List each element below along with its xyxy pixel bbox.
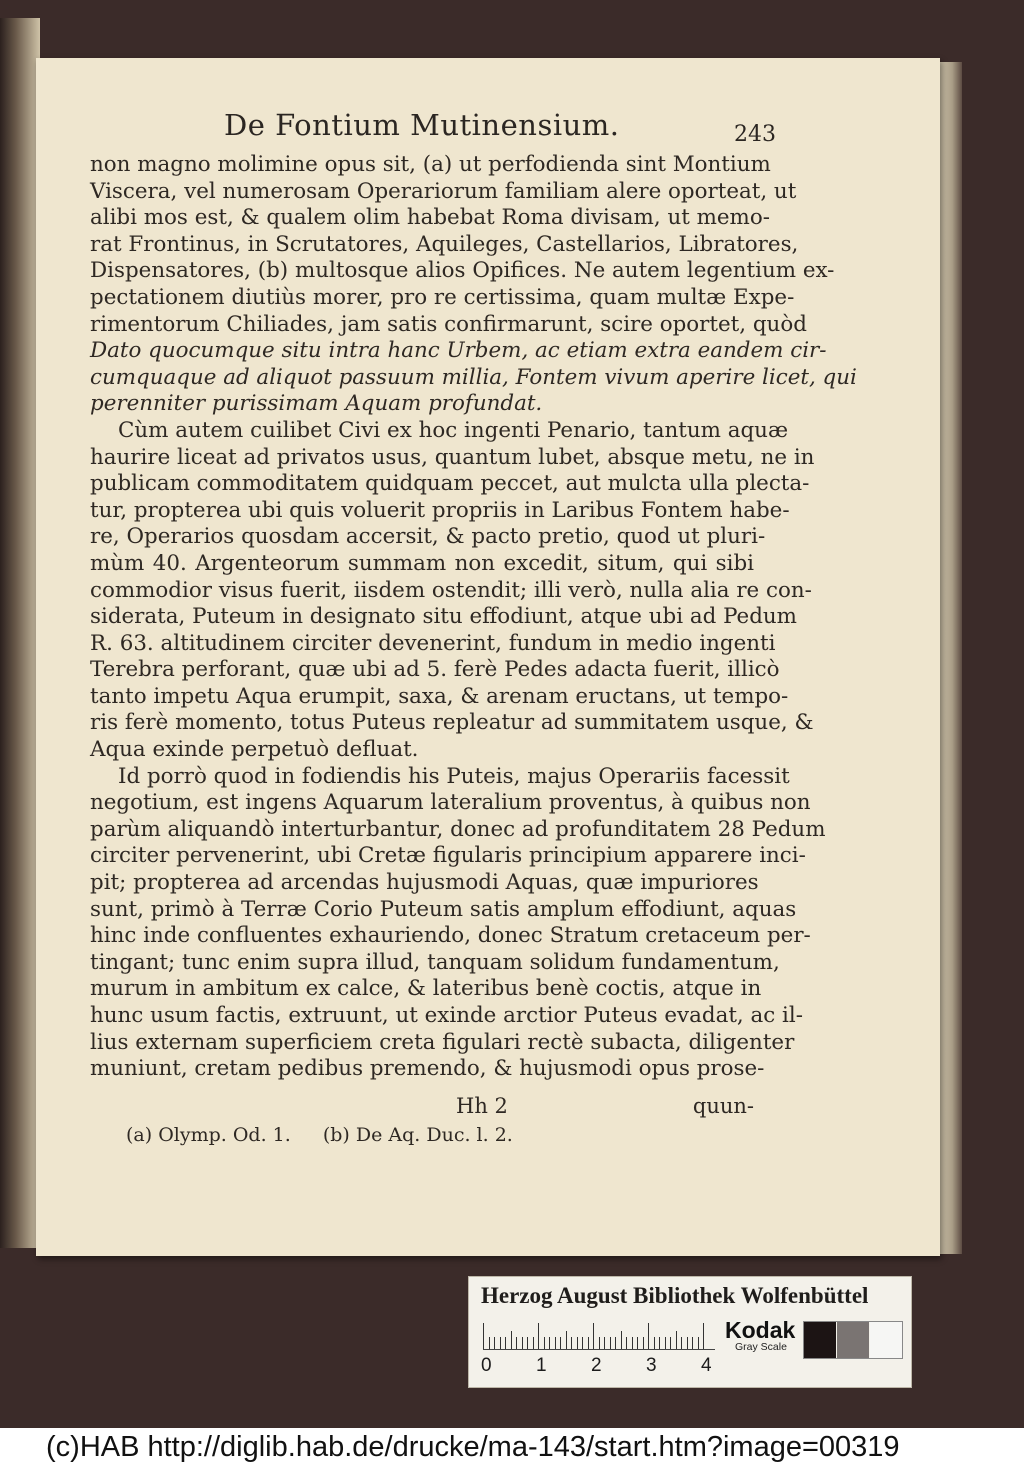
page-number: 243 — [734, 122, 776, 147]
ruler-tick — [527, 1337, 528, 1349]
ruler-tick — [692, 1337, 693, 1349]
text-line: tur, propterea ubi quis voluerit propriis in Laribus Fontem habe- — [90, 497, 790, 523]
ruler-tick — [571, 1337, 572, 1349]
text-line: Cùm autem cuilibet Civi ex hoc ingenti Penario, tantum aquæ — [118, 417, 789, 443]
text-line: lius externam superficiem creta figulari rectè subacta, diligenter — [90, 1029, 795, 1055]
text-line: pit; propterea ad arcendas hujusmodi Aquas, quæ impuriores — [90, 870, 759, 896]
text-line: tingant; tunc enim supra illud, tanquam solidum fundamentum, — [90, 949, 780, 975]
ruler-tick — [632, 1337, 633, 1349]
text-line: rimentorum Chiliades, jam satis confirmarunt, scire oportet, quòd — [90, 311, 807, 337]
body-text — [90, 152, 857, 1083]
text-line: pectationem diutiùs morer, pro re certissima, quam multæ Expe- — [90, 284, 795, 310]
ruler-tick — [489, 1337, 490, 1349]
text-line: Dato quocumque situ intra hanc Urbem, ac etiam extra eandem cir- — [90, 338, 827, 364]
ruler-tick — [538, 1323, 539, 1349]
ruler-numbers — [479, 1355, 719, 1379]
signature-mark: Hh 2 — [456, 1094, 508, 1118]
footnotes — [126, 1124, 626, 1152]
text-line: Aqua exinde perpetuò defluat. — [90, 737, 419, 763]
color-target-card — [468, 1276, 912, 1388]
ruler-tick — [549, 1337, 550, 1349]
ruler-tick — [610, 1337, 611, 1349]
text-line: tanto impetu Aqua erumpit, saxa, & arenam eructans, ut tempo- — [90, 683, 789, 709]
library-name: Herzog August Bibliothek Wolfenbüttel — [481, 1283, 869, 1308]
ruler-tick — [659, 1337, 660, 1349]
ruler-tick — [670, 1337, 671, 1349]
ruler-tick — [582, 1337, 583, 1349]
ruler-number: 3 — [646, 1355, 657, 1376]
text-line: Terebra perforant, quæ ubi ad 5. ferè Pedes adacta fuerit, illicò — [90, 657, 780, 683]
ruler-tick — [648, 1323, 649, 1349]
swatch-light — [870, 1322, 902, 1358]
ruler-tick — [494, 1337, 495, 1349]
text-line: cumquaque ad aliquot passuum millia, Fontem vivum aperire licet, qui — [90, 364, 857, 390]
swatch-dark — [804, 1322, 836, 1358]
text-line: ris ferè momento, totus Puteus repleatur ad summitatem usque, & — [90, 710, 814, 736]
ruler-tick — [533, 1337, 534, 1349]
text-line: publicam commoditatem quidquam peccet, aut mulcta ulla plecta- — [90, 471, 810, 497]
text-line: hunc usum factis, extruunt, ut exinde arctior Puteus evadat, ac il- — [90, 1003, 803, 1028]
gray-swatches — [803, 1321, 903, 1359]
ruler-tick — [676, 1331, 677, 1349]
running-title: De Fontium Mutinensium. — [224, 108, 620, 142]
ruler-tick — [626, 1337, 627, 1349]
ruler-tick — [505, 1337, 506, 1349]
ruler-tick — [698, 1337, 699, 1349]
ruler-tick — [516, 1337, 517, 1349]
footnote-b: (b) De Aq. Duc. l. 2. — [322, 1124, 513, 1146]
page-edge — [938, 62, 962, 1254]
ruler-tick — [544, 1337, 545, 1349]
binding-edge — [0, 18, 40, 1248]
ruler-tick — [654, 1337, 655, 1349]
ruler-number: 4 — [701, 1355, 712, 1376]
ruler-number: 0 — [481, 1355, 492, 1376]
text-line: non magno molimine opus sit, (a) ut perfodienda sint Montium — [90, 152, 771, 177]
gray-scale-label: Gray Scale — [735, 1341, 787, 1353]
ruler-tick — [483, 1323, 484, 1349]
text-line: perenniter purissimam Aquam profundat. — [90, 391, 543, 417]
catchword: quun- — [692, 1094, 754, 1118]
credit-link[interactable]: (c)HAB http://diglib.hab.de/drucke/ma-143/start.htm?image=00319 — [46, 1431, 900, 1463]
text-line: mùm 40. Argenteorum summam non excedit, situm, qui sibi — [90, 550, 754, 576]
text-line: circiter pervenerint, ubi Cretæ figularis principium apparere inci- — [90, 843, 806, 869]
ruler-tick — [593, 1323, 594, 1349]
text-line: Dispensatores, (b) multosque alios Opifices. Ne autem legentium ex- — [90, 258, 835, 284]
ruler-tick — [577, 1337, 578, 1349]
signature-line — [90, 1094, 754, 1122]
swatch-mid — [837, 1322, 869, 1358]
ruler-tick — [599, 1337, 600, 1349]
text-line: Viscera, vel numerosam Operariorum familiam alere oporteat, ut — [90, 178, 797, 204]
text-line: R. 63. altitudinem circiter devenerint, fundum in medio ingenti — [90, 630, 776, 656]
text-line: re, Operarios quosdam accersit, & pacto pretio, quod ut pluri- — [90, 524, 766, 550]
text-line: murum in ambitum ex calce, & lateribus benè coctis, atque in — [90, 976, 762, 1002]
ruler-tick — [604, 1337, 605, 1349]
scale-ruler — [483, 1321, 715, 1350]
text-line: Id porrò quod in fodiendis his Puteis, majus Operariis facessit — [118, 763, 790, 789]
ruler-tick — [511, 1331, 512, 1349]
text-line: siderata, Puteum in designato situ effodiunt, atque ubi ad Pedum — [90, 604, 797, 630]
text-line: parùm aliquandò interturbantur, donec ad profunditatem 28 Pedum — [90, 816, 826, 842]
text-line: hinc inde confluentes exhauriendo, donec Stratum cretaceum per- — [90, 923, 811, 949]
ruler-tick — [681, 1337, 682, 1349]
ruler-tick — [621, 1331, 622, 1349]
text-line: negotium, est ingens Aquarum lateralium proventus, à quibus non — [90, 790, 811, 816]
ruler-tick — [560, 1337, 561, 1349]
ruler-tick — [637, 1337, 638, 1349]
text-line: haurire liceat ad privatos usus, quantum lubet, absque metu, ne in — [90, 444, 815, 470]
ruler-tick — [665, 1337, 666, 1349]
kodak-logo: Kodak — [725, 1317, 796, 1343]
ruler-tick — [615, 1337, 616, 1349]
ruler-tick — [522, 1337, 523, 1349]
text-line: alibi mos est, & qualem olim habebat Roma divisam, ut memo- — [90, 205, 770, 231]
ruler-tick — [500, 1337, 501, 1349]
ruler-tick — [643, 1337, 644, 1349]
ruler-tick — [555, 1337, 556, 1349]
text-line: commodior visus fuerit, iisdem ostendit; illi verò, nulla alia re con- — [90, 577, 812, 603]
ruler-tick — [588, 1337, 589, 1349]
ruler-number: 2 — [591, 1355, 602, 1376]
ruler-number: 1 — [536, 1355, 547, 1376]
ruler-tick — [566, 1331, 567, 1349]
ruler-tick — [687, 1337, 688, 1349]
text-line: rat Frontinus, in Scrutatores, Aquileges, Castellarios, Libratores, — [90, 231, 799, 257]
text-line: muniunt, cretam pedibus premendo, & hujusmodi opus prose- — [90, 1056, 765, 1082]
ruler-tick — [703, 1323, 704, 1349]
credit-bar — [0, 1428, 1024, 1470]
footnote-a: (a) Olymp. Od. 1. — [126, 1124, 291, 1146]
text-line: sunt, primò à Terræ Corio Puteum satis amplum effodiunt, aquas — [90, 896, 797, 922]
page-header — [224, 108, 774, 148]
